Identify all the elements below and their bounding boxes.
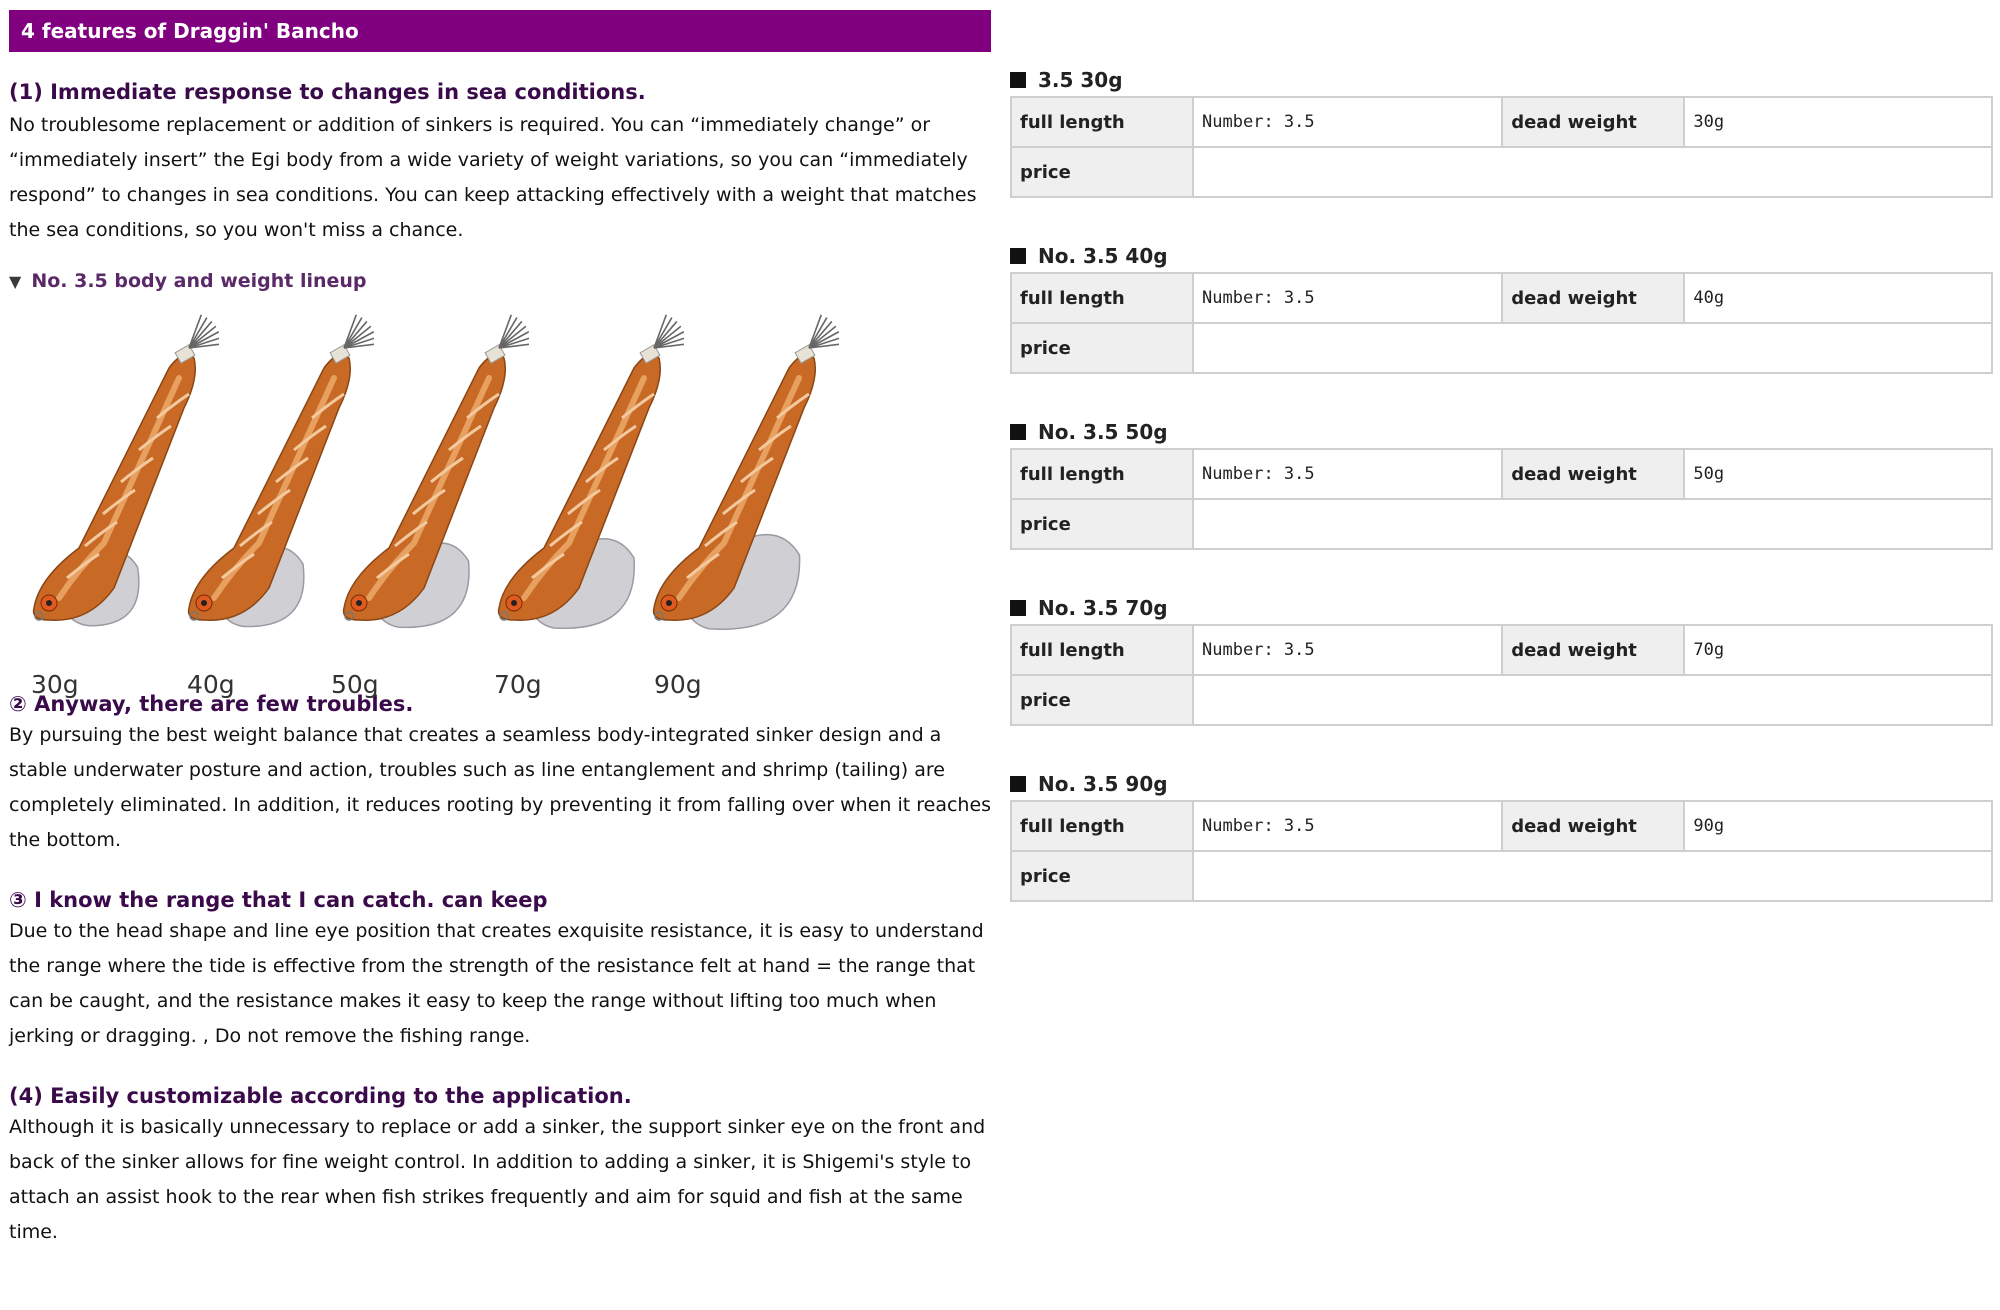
spec-row-length [1011, 801, 1992, 851]
spec-title [1010, 594, 1995, 622]
features-banner: 4 features of Draggin' Bancho [9, 10, 991, 52]
feature-3 [9, 888, 994, 1054]
dead-weight-value: 30g [1684, 97, 1992, 147]
price-value [1193, 499, 1992, 549]
full-length-value: Number: 3.5 [1193, 449, 1502, 499]
feature-4-title: (4) Easily customizable according to the application. [9, 1084, 632, 1108]
full-length-label: full length [1011, 625, 1193, 675]
feature-4-body: Although it is basically unnecessary to replace or add a sinker, the support sinker eye on the front and back of the sinker allows for fine weight control. In addition to adding a sinker, it is Shigemi's style to attach an assist hook to the rear when fish strikes frequently and aim for squid and fish at the same time. [9, 1116, 986, 1243]
feature-3-body: Due to the head shape and line eye position that creates exquisite resistance, it is easy to understand the range where the tide is effective from the strength of the resistance felt at hand = the range that can be caught, and the resistance makes it easy to keep the range without lifting too much when jerking or dragging. , Do not remove the fishing range. [9, 920, 984, 1047]
dead-weight-value: 70g [1684, 625, 1992, 675]
spec-title-label: No. 3.5 40g [1038, 244, 1168, 268]
dead-weight-label: dead weight [1502, 801, 1684, 851]
spec-table [1010, 272, 1993, 374]
spec-table [1010, 96, 1993, 198]
full-length-label: full length [1011, 449, 1193, 499]
weight-label-90g: 90g [654, 670, 702, 699]
spec-row-price [1011, 323, 1992, 373]
dead-weight-value: 40g [1684, 273, 1992, 323]
spec-row-price [1011, 147, 1992, 197]
dead-weight-label: dead weight [1502, 97, 1684, 147]
feature-4 [9, 1084, 994, 1250]
full-length-label: full length [1011, 273, 1193, 323]
lure-lineup-image [9, 298, 984, 698]
spec-title [1010, 418, 1995, 446]
feature-1-title: (1) Immediate response to changes in sea conditions. [9, 80, 646, 104]
lineup-heading [9, 270, 994, 292]
feature-2 [9, 692, 994, 858]
full-length-value: Number: 3.5 [1193, 273, 1502, 323]
price-value [1193, 323, 1992, 373]
weight-label-30g: 30g [31, 670, 79, 699]
dead-weight-label: dead weight [1502, 449, 1684, 499]
spec-row-price [1011, 499, 1992, 549]
feature-2-body: By pursuing the best weight balance that creates a seamless body-integrated sinker design and a stable underwater posture and action, troubles such as line entanglement and shrimp (tailing) are completely eliminated. In addition, it reduces rooting by preventing it from falling over when it reaches the bottom. [9, 724, 992, 851]
dead-weight-value: 50g [1684, 449, 1992, 499]
spec-title-label: No. 3.5 50g [1038, 420, 1168, 444]
lineup-heading-label: No. 3.5 body and weight lineup [31, 270, 367, 292]
full-length-label: full length [1011, 801, 1193, 851]
dead-weight-label: dead weight [1502, 625, 1684, 675]
full-length-value: Number: 3.5 [1193, 625, 1502, 675]
spec-block [1010, 242, 1995, 374]
price-label: price [1011, 499, 1193, 549]
square-bullet-icon [1010, 72, 1026, 88]
weight-label-70g: 70g [494, 670, 542, 699]
spec-table [1010, 448, 1993, 550]
square-bullet-icon [1010, 600, 1026, 616]
weight-label-50g: 50g [331, 670, 379, 699]
full-length-value: Number: 3.5 [1193, 801, 1502, 851]
price-value [1193, 147, 1992, 197]
spec-block [1010, 594, 1995, 726]
features-column [9, 10, 994, 1250]
price-label: price [1011, 323, 1193, 373]
spec-row-length [1011, 97, 1992, 147]
dead-weight-value: 90g [1684, 801, 1992, 851]
price-label: price [1011, 675, 1193, 725]
spec-row-length [1011, 273, 1992, 323]
square-bullet-icon [1010, 248, 1026, 264]
feature-1 [9, 80, 994, 248]
spec-block [1010, 770, 1995, 902]
spec-row-price [1011, 851, 1992, 901]
spec-row-length [1011, 449, 1992, 499]
spec-title [1010, 242, 1995, 270]
square-bullet-icon [1010, 424, 1026, 440]
price-value [1193, 675, 1992, 725]
weight-label-40g: 40g [187, 670, 235, 699]
spec-row-price [1011, 675, 1992, 725]
price-label: price [1011, 147, 1193, 197]
spec-title-label: 3.5 30g [1038, 68, 1123, 92]
feature-3-title: ③ I know the range that I can catch. can keep [9, 888, 548, 912]
spec-block [1010, 66, 1995, 198]
spec-title [1010, 770, 1995, 798]
lure-image-90g [639, 298, 839, 678]
feature-2-title: ② Anyway, there are few troubles. [9, 692, 414, 716]
spec-title-label: No. 3.5 70g [1038, 596, 1168, 620]
spec-row-length [1011, 625, 1992, 675]
spec-table [1010, 800, 1993, 902]
triangle-down-icon: ▼ [9, 271, 22, 291]
spec-table [1010, 624, 1993, 726]
spec-column [1010, 66, 1995, 946]
spec-title [1010, 66, 1995, 94]
square-bullet-icon [1010, 776, 1026, 792]
feature-1-body: No troublesome replacement or addition of sinkers is required. You can “immediately change” or “immediately insert” the Egi body from a wide variety of weight variations, so you can “immediately respond” to changes in sea conditions. You can keep attacking effectively with a weight that matches the sea conditions, so you won't miss a chance. [9, 114, 977, 241]
full-length-value: Number: 3.5 [1193, 97, 1502, 147]
spec-title-label: No. 3.5 90g [1038, 772, 1168, 796]
dead-weight-label: dead weight [1502, 273, 1684, 323]
price-value [1193, 851, 1992, 901]
price-label: price [1011, 851, 1193, 901]
spec-block [1010, 418, 1995, 550]
full-length-label: full length [1011, 97, 1193, 147]
